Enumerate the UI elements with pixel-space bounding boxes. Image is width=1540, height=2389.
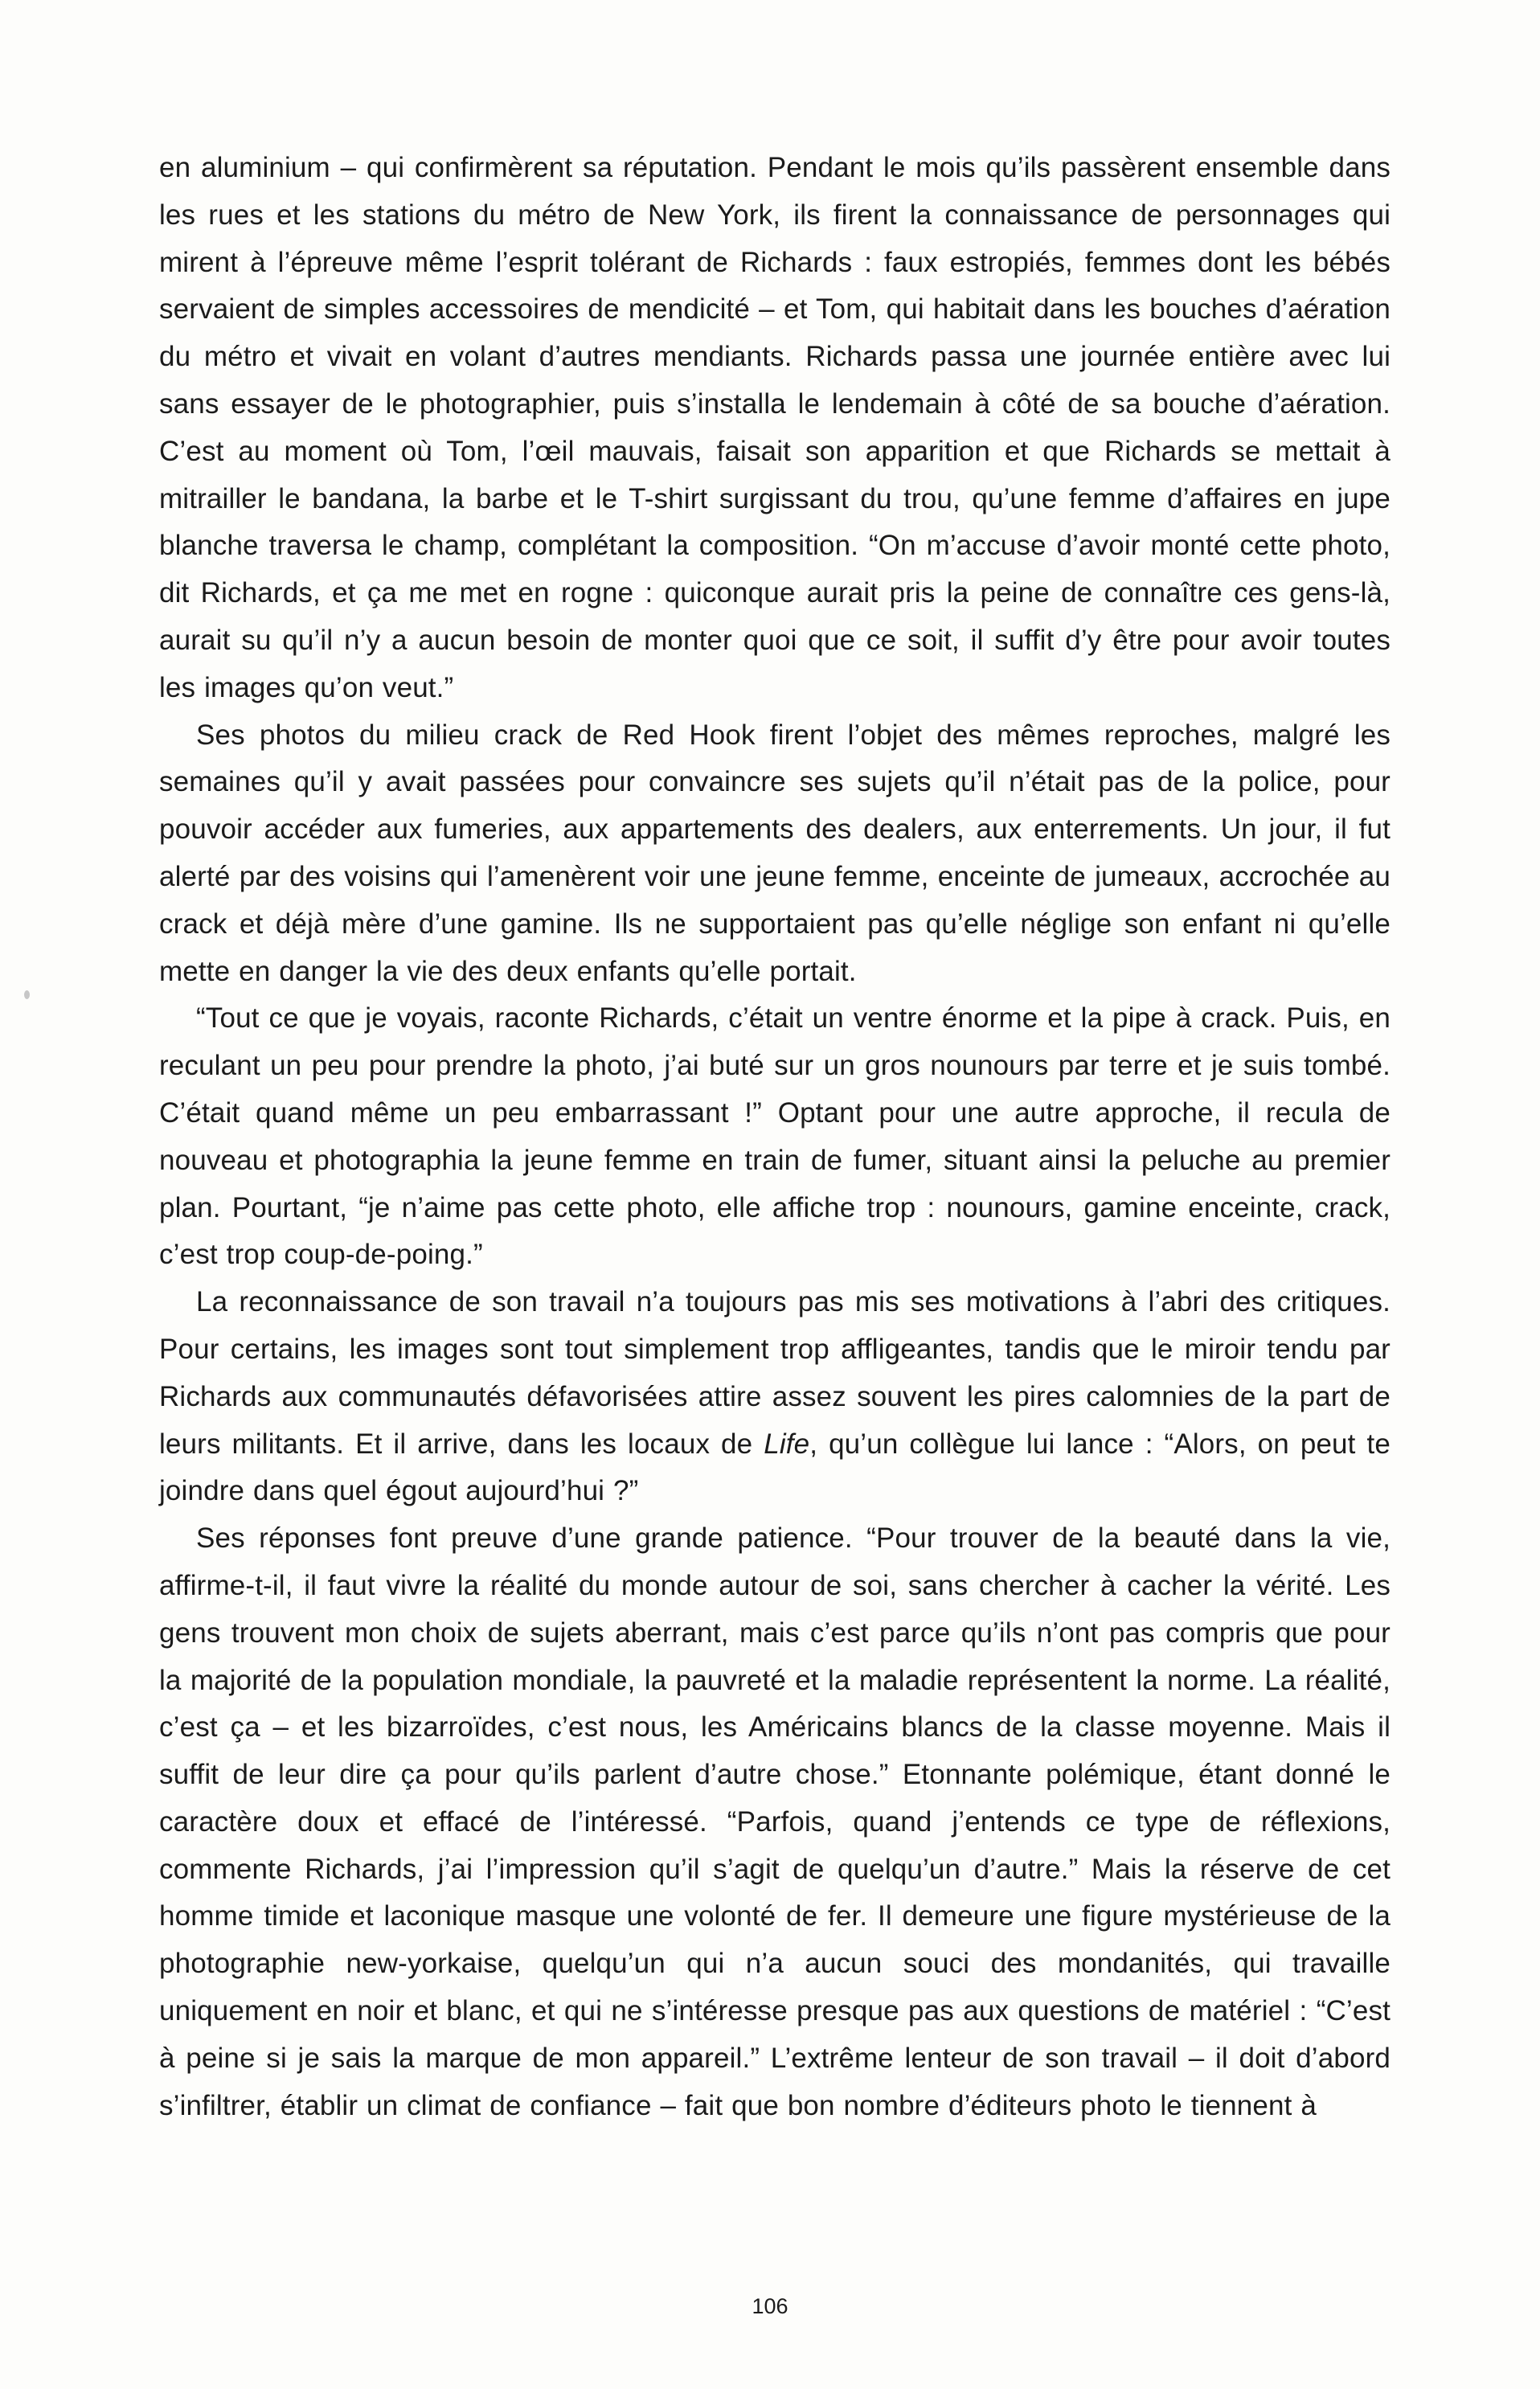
italic-text-run: Life xyxy=(764,1428,810,1460)
text-run: , qu’un collègue lui lance : “Alors, on peut te joindre dans quel égout aujourd’hui ?” xyxy=(159,1428,1391,1507)
page-number: 106 xyxy=(752,2294,788,2318)
paragraph xyxy=(159,995,1391,1279)
paragraph xyxy=(159,145,1391,712)
paragraph xyxy=(159,712,1391,996)
text-run: La reconnaissance de son travail n’a toujours pas mis ses motivations à l’abri des critiques. Pour certains, les images sont tout simplement trop affligeantes, tandis que le miroir tendu par Richards aux communautés défavorisées attire assez souvent les pires calomnies de la part de leurs militants. Et il arrive, dans les locaux de xyxy=(159,1286,1391,1460)
paragraph xyxy=(159,1515,1391,2129)
text-run: Ses réponses font preuve d’une grande patience. “Pour trouver de la beauté dans la vie, affirme-t-il, il faut vivre la réalité du monde autour de soi, sans chercher à cacher la vérité. Les gens trouvent mon choix de sujets aberrant, mais c’est parce qu’ils n’ont pas compris que pour la majorité de la population mondiale, la pauvreté et la maladie représentent la norme. La réalité, c’est ça – et les bizarroïdes, c’est nous, les Américains blancs de la classe moyenne. Mais il suffit de leur dire ça pour qu’ils parlent d’autre chose.” Etonnante polémique, étant donné le caractère doux et effacé de l’intéressé. “Parfois, quand j’entends ce type de réflexions, commente Richards, j’ai l’impression qu’il s’agit de quelqu’un d’autre.” Mais la réserve de cet homme timide et laconique masque une volonté de fer. Il demeure une figure mystérieuse de la photographie new-yorkaise, quelqu’un qui n’a aucun souci des mondanités, qui travaille uniquement en noir et blanc, et qui ne s’intéresse presque pas aux questions de matériel : “C’est à peine si je sais la marque de mon appareil.” L’extrême lenteur de son travail – il doit d’abord s’infiltrer, établir un climat de confiance – fait que bon nombre d’éditeurs photo le tiennent à xyxy=(159,1522,1391,2121)
text-run: “Tout ce que je voyais, raconte Richards, c’était un ventre énorme et la pipe à crack. Puis, en reculant un peu pour prendre la photo, j’ai buté sur un gros nounours par terre et je suis tombé. C’était quand même un peu embarrassant !” Optant pour une autre approche, il recula de nouveau et photographia la jeune femme en train de fumer, situant ainsi la peluche au premier plan. Pourtant, “je n’aime pas cette photo, elle affiche trop : nounours, gamine enceinte, crack, c’est trop coup-de-poing.” xyxy=(159,1002,1391,1271)
text-run: Ses photos du milieu crack de Red Hook firent l’objet des mêmes reproches, malgré les semaines qu’il y avait passées pour convaincre ses sujets qu’il n’était pas de la police, pour pouvoir accéder aux fumeries, aux appartements des dealers, aux enterrements. Un jour, il fut alerté par des voisins qui l’amenèrent voir une jeune femme, enceinte de jumeaux, accrochée au crack et déjà mère d’une gamine. Ils ne supportaient pas qu’elle néglige son enfant ni qu’elle mette en danger la vie des deux enfants qu’elle portait. xyxy=(159,719,1391,987)
text-run: en aluminium – qui confirmèrent sa réputation. Pendant le mois qu’ils passèrent ensemble dans les rues et les stations du métro de New York, ils firent la connaissance de personnages qui mirent à l’épreuve même l’esprit tolérant de Richards : faux estropiés, femmes dont les bébés servaient de simples accessoires de mendicité – et Tom, qui habitait dans les bouches d’aération du métro et vivait en volant d’autres mendiants. Richards passa une journée entière avec lui sans essayer de le photographier, puis s’installa le lendemain à côté de sa bouche d’aération. C’est au moment où Tom, l’œil mauvais, faisait son apparition et que Richards se mettait à mitrailler le bandana, la barbe et le T-shirt surgissant du trou, qu’une femme d’affaires en jupe blanche traversa le champ, complétant la composition. “On m’accuse d’avoir monté cette photo, dit Richards, et ça me met en rogne : quiconque aurait pris la peine de connaître ces gens-là, aurait su qu’il n’y a aucun besoin de monter quoi que ce soit, il suffit d’y être pour avoir toutes les images qu’on veut.” xyxy=(159,152,1391,703)
body-text xyxy=(159,145,1391,2129)
print-artifact-dot xyxy=(24,990,30,999)
paragraph xyxy=(159,1279,1391,1515)
